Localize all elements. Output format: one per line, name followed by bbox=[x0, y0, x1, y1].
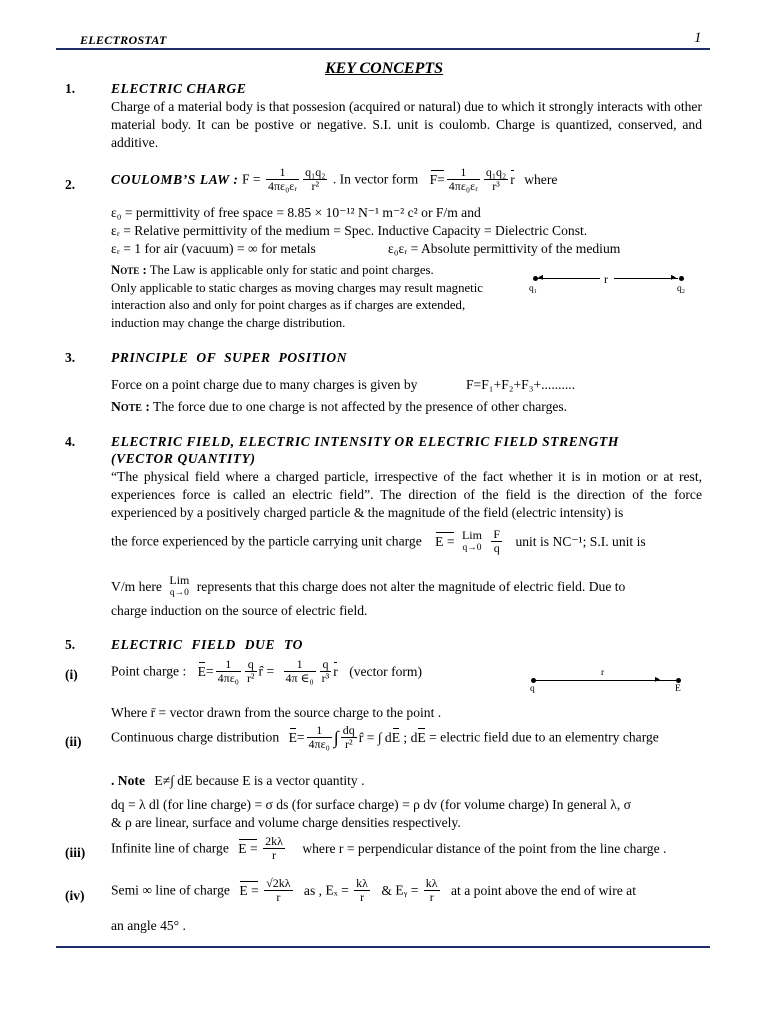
note-text: The Law is applicable only for static and point charges. bbox=[149, 263, 434, 277]
charge-label: q bbox=[530, 684, 535, 694]
fraction bbox=[263, 835, 285, 862]
numerator: F bbox=[493, 527, 501, 541]
formula-text: F = bbox=[241, 171, 261, 187]
separation-line bbox=[538, 278, 600, 279]
fraction bbox=[484, 166, 508, 193]
denominator: r bbox=[276, 890, 281, 904]
text-line: Where r̄ = vector drawn from the source charge to the point . bbox=[111, 705, 442, 720]
separation-line bbox=[614, 278, 678, 279]
field-definition bbox=[111, 528, 646, 555]
text-line: ε₀εᵣ = Absolute permittivity of the medium bbox=[388, 241, 621, 256]
note-text: The force due to one charge is not affected by the presence of other charges. bbox=[153, 399, 568, 414]
limit-label: Lim bbox=[169, 573, 190, 587]
section-heading: ELECTRIC FIELD DUE TO bbox=[111, 637, 304, 652]
section-number: 3. bbox=[65, 350, 76, 365]
fraction bbox=[264, 877, 292, 904]
note-block bbox=[111, 772, 365, 790]
point-charge-formula: Point charge : E= $\frac{1}{\text{4πε₀}}$ $\frac{q}{\text{r²}}$ r̂ = $\frac{1}{\text{4π ∈₀}}$ $\frac{q}{\text{r³}}$ r (vector form) bbox=[111, 657, 423, 685]
charge-label: q₁ bbox=[529, 284, 538, 294]
text-line: at a point above the end of wire at bbox=[451, 882, 636, 898]
denominator: 4πε₀εᵣ bbox=[267, 179, 298, 193]
text-line: Point charge : bbox=[111, 663, 187, 679]
text-line: (vector form) bbox=[349, 663, 423, 679]
formula-text: Eₓ = bbox=[325, 882, 349, 898]
limit-label: Lim bbox=[461, 527, 482, 542]
note-block bbox=[111, 262, 483, 332]
numerator: 1 bbox=[447, 166, 480, 180]
page-title: KEY CONCEPTS bbox=[324, 60, 444, 77]
denominator: r³ bbox=[492, 179, 500, 193]
text-line: Continuous charge distribution bbox=[111, 729, 280, 745]
section-heading: ELECTRIC CHARGE bbox=[111, 81, 247, 96]
formula-text: E = bbox=[239, 882, 259, 898]
note-label: Note : bbox=[111, 399, 150, 414]
fraction bbox=[303, 166, 327, 193]
formula-text: . In vector form bbox=[332, 171, 419, 187]
denominator: r bbox=[429, 890, 434, 904]
field-definition-cont bbox=[111, 574, 625, 600]
arrow-right-icon: ▸ bbox=[655, 674, 661, 685]
denominator: q bbox=[493, 541, 500, 555]
note-label: . Note bbox=[111, 773, 145, 788]
limit bbox=[460, 529, 484, 555]
text-line: ε₀ = permittivity of free space = 8.85 × 10⁻¹² N⁻¹ m⁻² c² or F/m and bbox=[111, 205, 481, 220]
note-text: Only applicable to static charges as moving charges may result magnetic bbox=[111, 280, 483, 295]
text-line: & ρ are linear, surface and volume charge densities respectively. bbox=[111, 815, 461, 830]
text-line: εᵣ = 1 for air (vacuum) = ∞ for metals bbox=[111, 241, 316, 256]
limit bbox=[167, 574, 191, 600]
denominator: 4πε₀εᵣ bbox=[448, 179, 478, 193]
item-label: (ii) bbox=[65, 734, 82, 749]
note-text: E≠∫ dE because E is a vector quantity . bbox=[154, 773, 365, 788]
numerator: kλ bbox=[425, 876, 438, 890]
numerator: q₁q₂ bbox=[485, 165, 507, 179]
section-number: 1. bbox=[65, 81, 76, 96]
text-line: an angle 45° . bbox=[111, 918, 186, 933]
text-line: Infinite line of charge bbox=[111, 840, 229, 856]
numerator: 1 bbox=[266, 166, 299, 180]
section-heading: (VECTOR QUANTITY) bbox=[111, 451, 256, 466]
note-block bbox=[111, 398, 567, 416]
text-line: Force on a point charge due to many charges is given by bbox=[111, 377, 418, 392]
denominator: r bbox=[360, 890, 365, 904]
denominator: r² bbox=[311, 179, 320, 193]
footer-rule bbox=[56, 946, 710, 948]
charge-dot bbox=[679, 276, 684, 281]
numerator: 2kλ bbox=[265, 834, 283, 848]
arrow-right-icon: ▸ bbox=[671, 272, 677, 283]
limit-sub: q→0 bbox=[462, 542, 482, 553]
denominator: r bbox=[271, 848, 276, 862]
note-text: interaction also and only for point charges as if charges are extended, bbox=[111, 298, 466, 312]
formula-text: r bbox=[510, 171, 515, 187]
formula-text: F= bbox=[429, 171, 445, 187]
note-text: induction may change the charge distribution. bbox=[111, 315, 346, 330]
item-label: (iii) bbox=[65, 845, 86, 860]
section-body: Charge of a material body is that possesion (acquired or natural) due to which it strongly interacts with other material body. It can be postive or negative. S.I. unit is coulomb. Charge is quantized, conserved, and additive. bbox=[111, 99, 702, 151]
item-label: (i) bbox=[65, 667, 78, 682]
text-line: εᵣ = Relative permittivity of the medium = Spec. Inductive Capacity = Dielectric Const. bbox=[111, 223, 588, 238]
text-line: charge induction on the source of electric field. bbox=[111, 603, 368, 618]
distance-label: r bbox=[604, 272, 608, 286]
superposition-formula: F=F₁+F₂+F₃+.......... bbox=[466, 377, 576, 392]
text-line: unit is NC⁻¹; S.I. unit is bbox=[515, 533, 646, 549]
text-line: represents that this charge does not alter the magnitude of electric field. Due to bbox=[196, 579, 626, 594]
fraction bbox=[491, 528, 502, 555]
fraction bbox=[354, 877, 370, 904]
text-line: dq = λ dl (for line charge) = σ ds (for surface charge) = ρ dv (for volume charge) In general λ, σ bbox=[111, 797, 631, 812]
numerator: kλ bbox=[356, 876, 368, 890]
section-heading: ELECTRIC FIELD, ELECTRIC INTENSITY OR ELECTRIC FIELD STRENGTH bbox=[111, 434, 619, 449]
formula-text: E = bbox=[435, 533, 455, 549]
text-line: Semi ∞ line of charge bbox=[111, 882, 230, 898]
fraction bbox=[447, 166, 480, 193]
formula-text: Eᵧ = bbox=[395, 882, 419, 898]
header-rule bbox=[56, 48, 710, 50]
section-number: 2. bbox=[65, 177, 76, 192]
limit-sub: q→0 bbox=[169, 588, 189, 598]
section-heading: COULOMB’S LAW : bbox=[111, 171, 239, 187]
fraction bbox=[424, 877, 440, 904]
arrow-left-icon: ◂ bbox=[538, 272, 544, 283]
section-body: “The physical field where a charged particle, irrespective of the fact whether it is in motion or at rest, experiences force is called an electric field”. The direction of the field is the direction of the force experienced by a positively charged particle & the magnitude of the field (electric intensity) is bbox=[111, 469, 702, 521]
section-number: 4. bbox=[65, 434, 76, 449]
page-number: 1 bbox=[694, 30, 702, 46]
formula-text: as , bbox=[303, 882, 323, 898]
text-line: V/m here bbox=[111, 579, 162, 594]
text-line: the force experienced by the particle carrying unit charge bbox=[111, 533, 422, 549]
formula-text: & bbox=[381, 882, 392, 898]
formula-text: E = bbox=[238, 840, 258, 856]
section-heading: PRINCIPLE OF SUPER POSITION bbox=[111, 350, 348, 365]
fraction bbox=[266, 166, 299, 193]
note-label: Note : bbox=[111, 263, 147, 277]
numerator: √2kλ bbox=[266, 876, 291, 890]
semi-infinite-formula bbox=[111, 877, 636, 904]
text-line: = electric field due to an elementry charge bbox=[429, 729, 659, 745]
numerator: q₁q₂ bbox=[305, 165, 326, 179]
charge-label: q₂ bbox=[677, 284, 686, 294]
text-line: where r = perpendicular distance of the point from the line charge . bbox=[302, 840, 667, 856]
point-label: E bbox=[675, 684, 681, 694]
item-label: (iv) bbox=[65, 888, 85, 903]
coulomb-formula bbox=[111, 166, 557, 193]
header-title: ELECTROSTAT bbox=[80, 33, 167, 47]
vector-label: r bbox=[601, 668, 605, 678]
section-number: 5. bbox=[65, 637, 76, 652]
continuous-charge-formula: Continuous charge distribution E= $\frac{1}{\text{4πε₀}}$ ∫ $\frac{dq}{\text{r²}}$ r̂ = ∫ dE ; dE = electric field due to an elementry charge bbox=[111, 723, 659, 751]
infinite-line-formula bbox=[111, 835, 666, 862]
formula-text: where bbox=[524, 171, 558, 187]
